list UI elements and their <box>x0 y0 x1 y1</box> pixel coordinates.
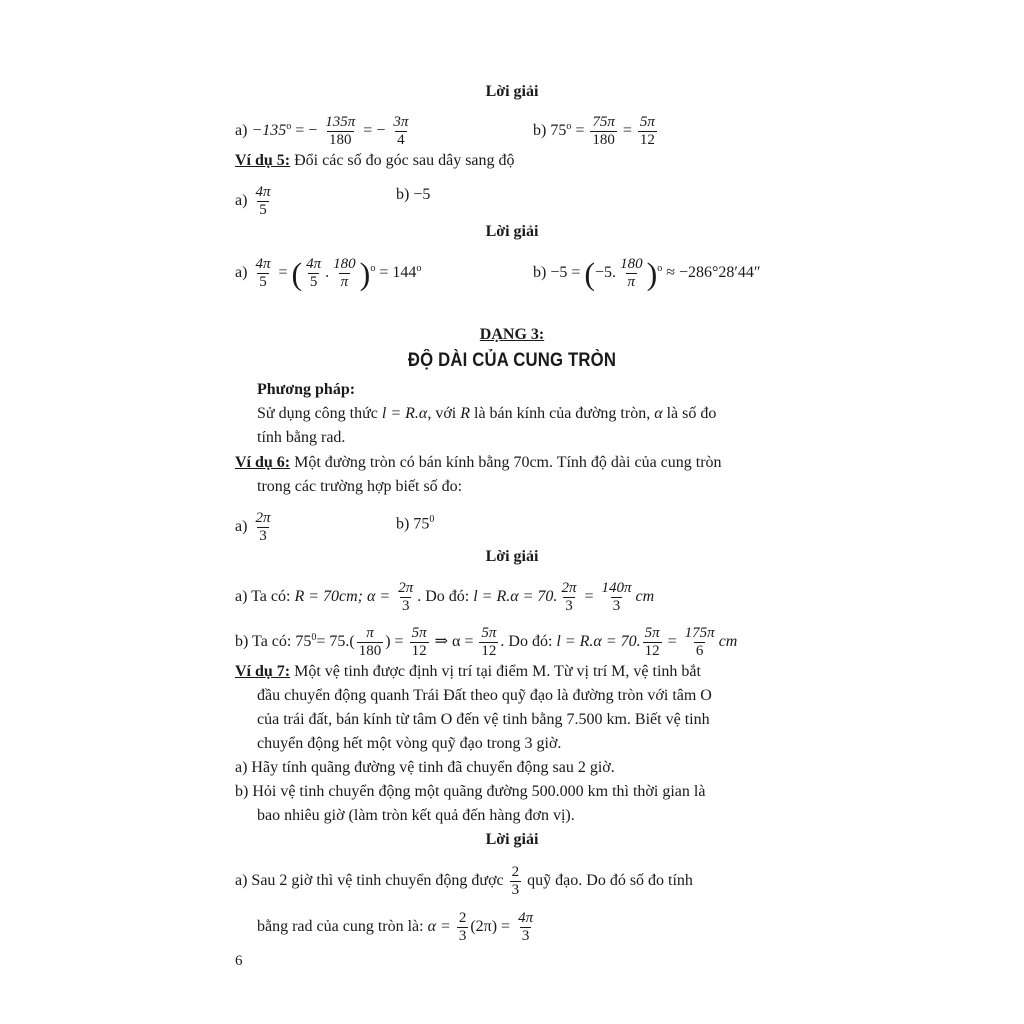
solution-heading-2: Lời giải <box>485 223 539 240</box>
example-7-line-4: chuyển động hết một vòng quỹ đạo trong 3 giờ. <box>257 735 562 752</box>
solution-heading-3: Lời giải <box>485 548 539 565</box>
example-5b: b) −5 <box>396 186 431 203</box>
question-b-line-2: bao nhiêu giờ (làm tròn kết quả đến hàng đơn vị). <box>257 807 575 824</box>
solution-heading-4: Lời giải <box>485 831 539 848</box>
solution-4a-line-2: bằng rad của cung tròn là: α = $\frac{2}{3}$ (2π) = $\frac{4\pi}{3}$ <box>257 910 534 944</box>
solution-heading-1: Lời giải <box>485 83 539 100</box>
method-label: Phương pháp: <box>257 381 356 398</box>
method-line-1: Sử dụng công thức l = R.α, với R là bán kính của đường tròn, α là số đo <box>257 405 717 422</box>
example-7: Ví dụ 7: Một vệ tinh được định vị trí tại điểm M. Từ vị trí M, vệ tinh bắt <box>235 663 701 680</box>
solution-3b: b) Ta có: $75^0= 75$.( $\frac{\pi}{180}$ ) = $\frac{5\pi}{12}$ ⇒ α = $\frac{5\pi}{12}$ . Do đó: l = R.α = 70. $\frac{5\pi}{12}$ = $\frac{175\pi}{6}$ cm <box>235 625 738 659</box>
section-title: ĐỘ DÀI CỦA CUNG TRÒN <box>407 350 617 371</box>
page-number: 6 <box>235 953 243 969</box>
solution-2b: b) −5 = (−5. $\frac{180}{\pi}$ )$^o$ ≈ −286°28′44″ <box>533 255 761 292</box>
example-6b: b) $75^0$ <box>396 514 435 533</box>
solution-2a: a) $\frac{4\pi}{5}$ = ( $\frac{4\pi}{5}$ . $\frac{180}{\pi}$ )$^o = 144^o$ <box>235 255 422 292</box>
solution-1b: b) 75$^o$ = $\frac{75\pi}{180}$ = $\frac{5\pi}{12}$ <box>533 114 655 148</box>
question-a: a) Hãy tính quãng đường vệ tinh đã chuyển động sau 2 giờ. <box>235 759 615 776</box>
solution-1a: $a) -135^o$ = − $\frac{135\pi}{180}$ = − $\frac{3\pi}{4}$ <box>235 114 409 148</box>
example-6: Ví dụ 6: Một đường tròn có bán kính bằng 70cm. Tính độ dài của cung tròn <box>235 454 722 471</box>
example-6a: a) $\frac{2\pi}{3}$ <box>235 510 271 544</box>
method-line-2: tính bằng rad. <box>257 429 346 446</box>
example-5: Ví dụ 5: Đổi các số đo góc sau dây sang độ <box>235 152 515 169</box>
example-7-line-2: đầu chuyển động quanh Trái Đất theo quỹ đạo là đường tròn với tâm O <box>257 687 712 704</box>
question-b: b) Hỏi vệ tinh chuyển động một quãng đường 500.000 km thì thời gian là <box>235 783 706 800</box>
solution-4a-line-1: a) Sau 2 giờ thì vệ tinh chuyển động được $\frac{2}{3}$ quỹ đạo. Do đó số đo tính <box>235 864 693 898</box>
example-7-line-3: của trái đất, bán kính từ tâm O đến vệ tinh bằng 7.500 km. Biết vệ tinh <box>257 711 710 728</box>
solution-3a: a) Ta có: R = 70cm; α = $\frac{2\pi}{3}$ . Do đó: l = R.α = 70. $\frac{2\pi}{3}$ = $\frac{140\pi}{3}$ cm <box>235 580 655 614</box>
example-5a: a) $\frac{4\pi}{5}$ <box>235 184 271 218</box>
example-6-line-2: trong các trường hợp biết số đo: <box>257 478 463 495</box>
section-label: DẠNG 3: <box>479 326 545 343</box>
